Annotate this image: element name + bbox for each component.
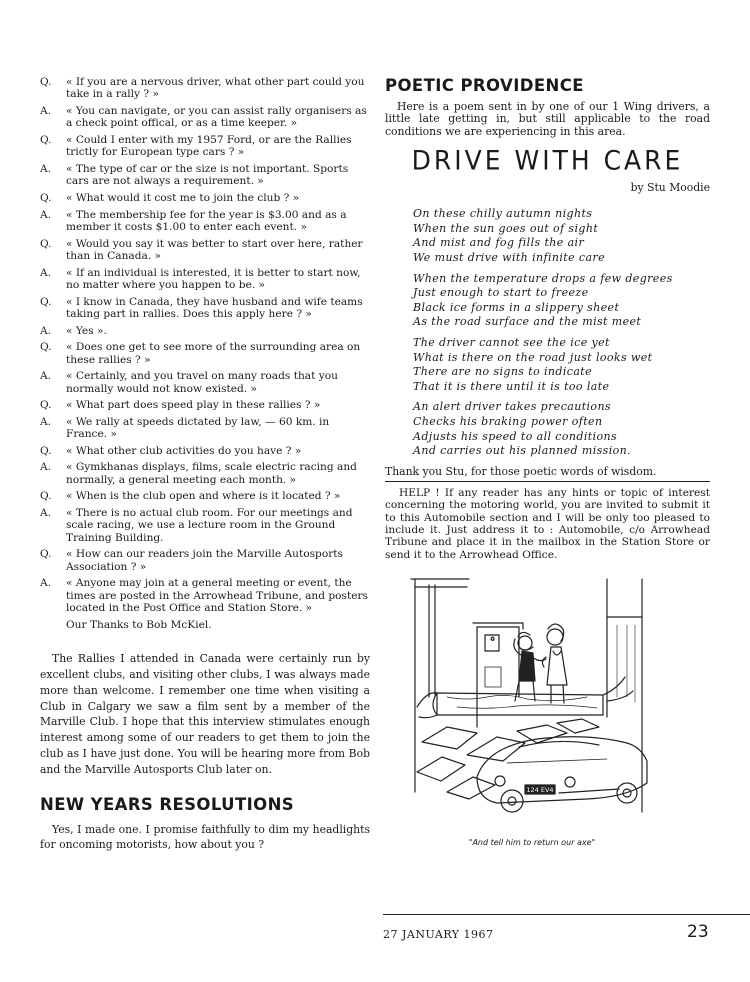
entry-label: Q. [40, 134, 52, 146]
entry-text: « If you are a nervous driver, what other part could you take in a rally ? » [66, 76, 365, 101]
interview-entry [40, 416, 370, 441]
poem-byline: by Stu Moodie [630, 181, 710, 195]
poem-line: That it is there until it is too late [413, 379, 610, 393]
entry-text: « Could I enter with my 1957 Ford, or are the Rallies trictly for European type cars ? » [66, 134, 352, 159]
interview-entry [40, 238, 370, 263]
entry-label: Q. [40, 548, 52, 561]
entry-label: Q. [40, 192, 52, 204]
entry-label: Q. [40, 341, 52, 354]
interview-entry [40, 209, 370, 234]
interview-entry [40, 192, 370, 204]
entry-text: « What part does speed play in these rallies ? » [66, 399, 321, 412]
poem-line: When the sun goes out of sight [413, 221, 599, 235]
entry-text: « The membership fee for the year is $3.00 and as a member it costs $1.00 to enter each event. » [66, 208, 347, 233]
poem-line: What is there on the road just looks wet [413, 350, 653, 364]
poem-line: Checks his braking power often [413, 414, 603, 428]
thanks-bob: Our Thanks to Bob McKiel. [66, 618, 212, 631]
interview-entry [40, 105, 370, 130]
entry-text: « What would it cost me to join the club ? » [66, 192, 300, 204]
poetic-intro: Here is a poem sent in by one of our 1 Wing drivers, a little late getting in, but still applicable to the road conditions we are experiencing in this area. [385, 100, 710, 138]
poem [413, 207, 710, 459]
entry-text: « Does one get to see more of the surrounding area on these rallies ? » [66, 341, 361, 366]
interview-entry [40, 577, 370, 614]
entry-text: « Anyone may join at a general meeting or event, the times are posted in the Arrowhead Tribune, and posters located in the Post Office and Station Store. » [66, 577, 368, 615]
poem-title: DRIVE WITH CARE [411, 145, 684, 176]
interview-entry [40, 461, 370, 486]
entry-label: A. [40, 208, 52, 221]
section-divider [385, 481, 710, 482]
entry-label: Q. [40, 237, 52, 250]
thanks-stu: Thank you Stu, for those poetic words of wisdom. [385, 464, 657, 478]
entry-text: « Certainly, and you travel on many roads that you normally would not know existed. » [66, 370, 338, 395]
entry-label: Q. [40, 295, 52, 308]
interview-entry [40, 163, 370, 188]
entry-label: Q. [40, 399, 52, 412]
poem-line: An alert driver takes precautions [413, 400, 611, 414]
entry-label: A. [40, 324, 52, 337]
entry-text: « You can navigate, or you can assist rally organisers as a check point offical, or as a time keeper. » [66, 105, 367, 130]
entry-text: « Would you say it was better to start over here, rather than in Canada. » [66, 237, 363, 262]
interview-entry [40, 445, 370, 457]
page-number: 23 [687, 922, 709, 942]
interview-entry [40, 76, 370, 101]
entry-label: A. [40, 370, 52, 383]
entry-label: Q. [40, 490, 52, 503]
poem-line: And carries out his planned mission. [413, 444, 632, 458]
entry-text: « What other club activities do you have ? » [66, 444, 302, 457]
poem-line: When the temperature drops a few degrees [413, 271, 673, 285]
footer-rule [383, 914, 750, 915]
closing-paragraph: The Rallies I attended in Canada were certainly run by excellent clubs, and visiting other clubs, I was always made more than welcome. I remember one time when visiting a Club in Calgary we saw a film sent by a member of the Marville Club. I hope that this interview stimulates enough interest among some of our readers to get them to join the club as I have just done. You will be hearing more from Bob and the Marville Autosports Club later on. [40, 652, 370, 776]
right-column [385, 76, 710, 847]
resolutions-text: Yes, I made one. I promise faithfully to dim my headlights for oncoming motorists, how about you ? [40, 822, 370, 852]
entry-label: A. [40, 506, 52, 519]
interview-entry [40, 370, 370, 395]
interview-entry [40, 296, 370, 321]
poem-line: Black ice forms in a slippery sheet [413, 300, 620, 314]
poem-stanza [413, 207, 710, 265]
poem-line: The driver cannot see the ice yet [413, 335, 610, 349]
entry-label: A. [40, 577, 52, 590]
entry-text: « If an individual is interested, it is better to start now, no matter where you happen to be. » [66, 266, 361, 291]
poem-line: As the road surface and the mist meet [413, 315, 642, 329]
poem-line: On these chilly autumn nights [413, 207, 593, 221]
entry-label: A. [40, 461, 52, 474]
interview-entry [40, 548, 370, 573]
entry-label: A. [40, 266, 52, 279]
license-plate: 124 EV4 [526, 786, 554, 795]
entry-label: A. [40, 105, 52, 117]
entry-label: A. [40, 163, 52, 175]
entry-text: « There is no actual club room. For our meetings and scale racing, we use a lecture room in the Ground Training Building. [66, 506, 353, 544]
entry-text: « Gymkhanas displays, films, scale electric racing and normally, a general meeting each month. » [66, 461, 357, 486]
interview-entry [40, 341, 370, 366]
entry-label: Q. [40, 76, 52, 88]
poem-line: Just enough to start to freeze [413, 286, 589, 300]
entry-label: Q. [40, 444, 52, 457]
entry-text: « I know in Canada, they have husband and wife teams taking part in rallies. Does this apply here ? » [66, 295, 363, 320]
footer-date: 27 JANUARY 1967 [383, 928, 494, 941]
entry-text: « We rally at speeds dictated by law, — 60 km. in France. » [66, 415, 330, 441]
entry-text: « When is the club open and where is it located ? » [66, 490, 341, 503]
entry-text: « How can our readers join the Marville Autosports Association ? » [66, 548, 343, 573]
entry-text: « Yes ». [66, 324, 107, 337]
interview-entry [40, 507, 370, 544]
interview-entry [40, 267, 370, 292]
poem-stanza [413, 400, 710, 458]
interview-list [40, 76, 370, 615]
interview-entry [40, 325, 370, 337]
interview-entry [40, 399, 370, 411]
cartoon-drawing [407, 577, 657, 832]
entry-text: « The type of car or the size is not important. Sports cars are not always a requirement. » [66, 163, 349, 188]
poem-line: There are no signs to indicate [413, 365, 593, 379]
left-column [40, 76, 370, 853]
cartoon-illustration [407, 577, 657, 832]
entry-label: A. [40, 415, 52, 428]
poem-stanza [413, 336, 710, 394]
poem-line: We must drive with infinite care [413, 251, 605, 264]
poem-line: And mist and fog fills the air [413, 236, 585, 250]
interview-entry [40, 134, 370, 159]
resolutions-heading: NEW YEARS RESOLUTIONS [40, 794, 295, 814]
poem-stanza [413, 272, 710, 330]
interview-entry [40, 490, 370, 502]
help-paragraph: HELP ! If any reader has any hints or topic of interest concerning the motoring world, you are invited to submit it to this Automobile section and I will be only too pleased to include it. Just address it to : Automobile, c/o Arrowhead Tribune and place it in the mailbox in the Station Store or send it to the Arrowhead Office. [385, 486, 710, 561]
poetic-heading: POETIC PROVIDENCE [385, 76, 584, 95]
poem-line: Adjusts his speed to all conditions [413, 429, 618, 443]
cartoon-caption: "And tell him to return our axe" [468, 838, 596, 848]
